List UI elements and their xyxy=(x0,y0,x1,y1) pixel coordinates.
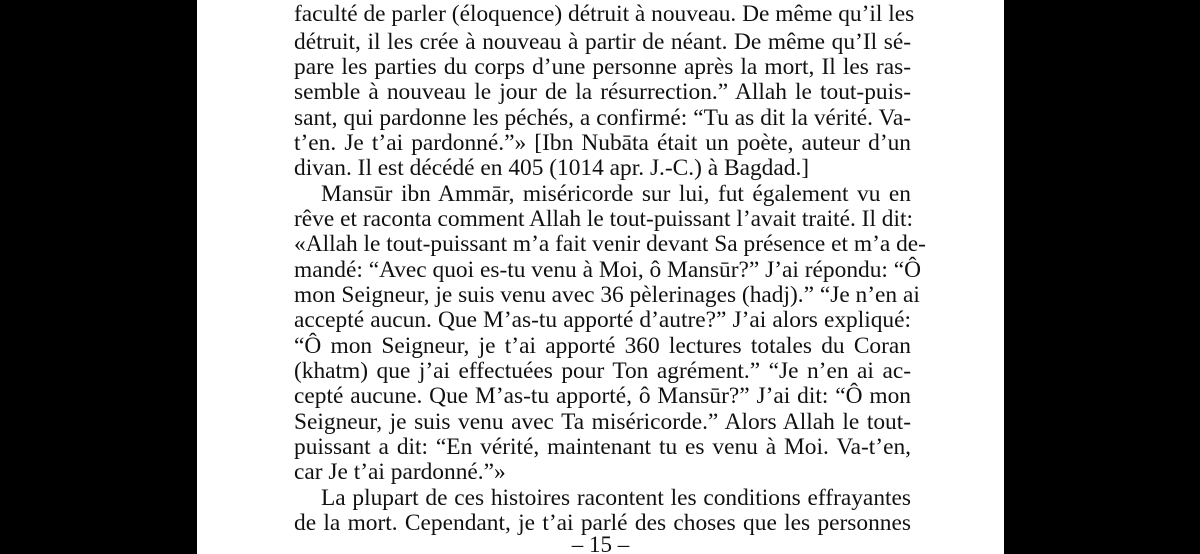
text-line: cepté aucune. Que M’as-tu apporté, ô Mansūr?” J’ai dit: “Ô mon xyxy=(294,383,911,409)
text-line: “Ô mon Seigneur, je t’ai apporté 360 lectures totales du Coran xyxy=(294,333,911,359)
text-line: «Allah le tout-puissant m’a fait venir devant Sa présence et m’a de- xyxy=(294,231,926,257)
paragraph-first-line: La plupart de ces histoires racontent les conditions effrayantes xyxy=(321,485,911,511)
text-line: (khatm) que j’ai effectuées pour Ton agrément.” “Je n’en ai ac- xyxy=(294,358,911,384)
text-line: faculté de parler (éloquence) détruit à nouveau. De même qu’il les xyxy=(294,1,915,27)
text-line: Seigneur, je suis venu avec Ta miséricorde.” Alors Allah le tout- xyxy=(294,409,911,435)
text-line: pare les parties du corps d’une personne après la mort, Il les ras- xyxy=(294,54,911,80)
text-line: puissant a dit: “En vérité, maintenant tu es venu à Moi. Va-t’en, xyxy=(294,434,911,460)
text-line: de la mort. Cependant, je t’ai parlé des choses que les personnes xyxy=(294,510,911,536)
text-line: divan. Il est décédé en 405 (1014 apr. J.-C.) à Bagdad.] xyxy=(294,155,810,181)
book-page xyxy=(197,0,1004,554)
text-line: sant, qui pardonne les péchés, a confirmé: “Tu as dit la vérité. Va- xyxy=(294,105,911,131)
text-line: détruit, il les crée à nouveau à partir de néant. De même qu’Il sé- xyxy=(294,29,911,55)
page-number: – 15 – xyxy=(571,532,630,554)
text-line: accepté aucun. Que M’as-tu apporté d’autre?” J’ai alors expliqué: xyxy=(294,307,911,333)
text-line: mon Seigneur, je suis venu avec 36 pèlerinages (hadj).” “Je n’en ai xyxy=(294,282,920,308)
text-line: car Je t’ai pardonné.”» xyxy=(294,459,506,485)
paragraph-first-line: Mansūr ibn Ammār, miséricorde sur lui, fut également vu en xyxy=(321,181,911,207)
text-line: mandé: “Avec quoi es-tu venu à Moi, ô Mansūr?” J’ai répondu: “Ô xyxy=(294,257,922,283)
text-line: semble à nouveau le jour de la résurrection.” Allah le tout-puis- xyxy=(294,79,911,105)
text-line: rêve et raconta comment Allah le tout-puissant l’avait traité. Il dit: xyxy=(294,206,913,232)
text-line: t’en. Je t’ai pardonné.”» [Ibn Nubāta était un poète, auteur d’un xyxy=(294,130,911,156)
